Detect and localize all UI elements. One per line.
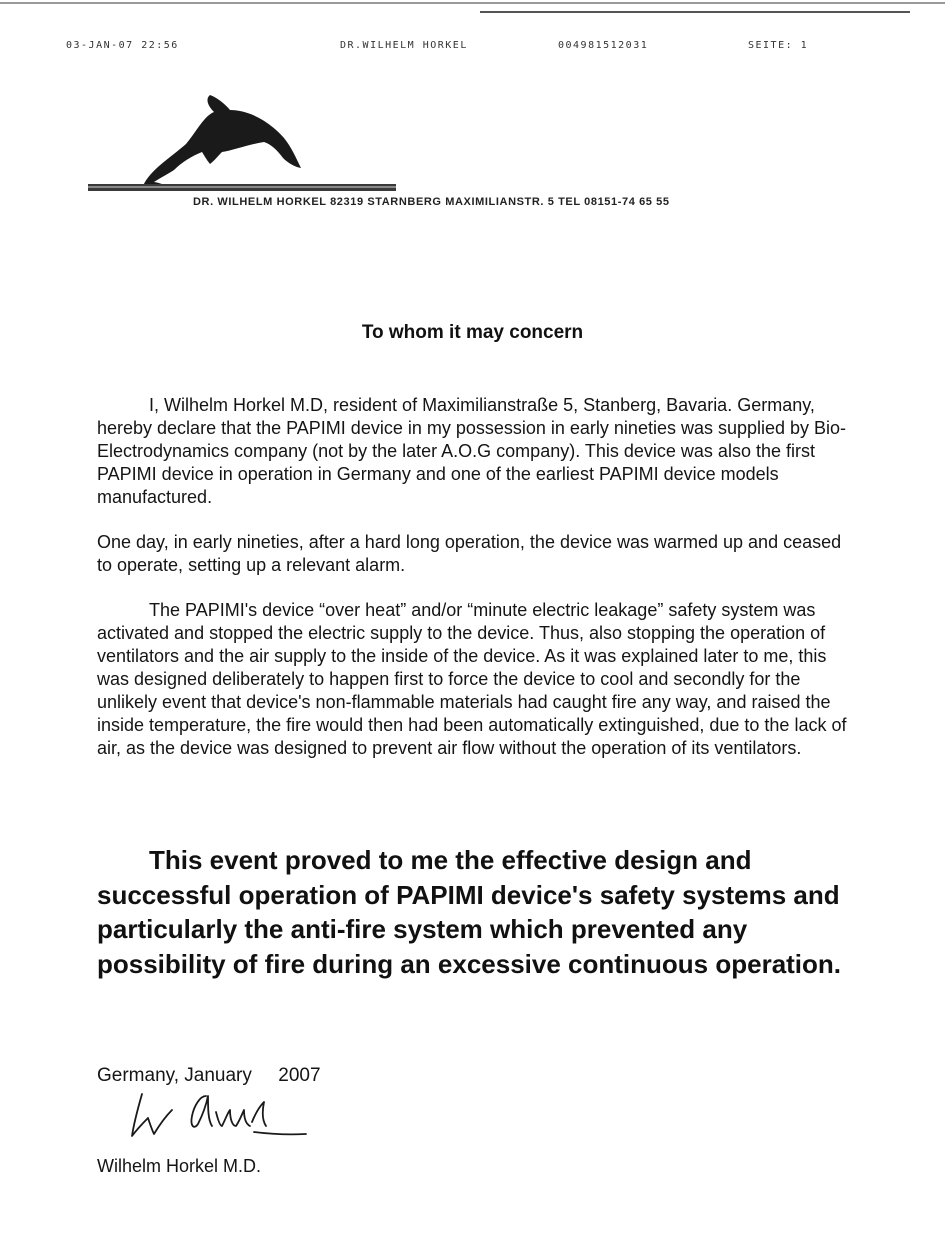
fax-top-rule [0,2,945,4]
letter-paragraph-incident: One day, in early nineties, after a hard long operation, the device was warmed up and ceased to operate, setting up a relevant alarm. [97,532,842,575]
letter-paragraph-declaration: I, Wilhelm Horkel M.D, resident of Maximilianstraße 5, Stanberg, Bavaria. Germany, hereby declare that the PAPIMI device in my possession in early nineties was supplied by Bio-Electrodynamics company (not by the later A.O.G company). This device was also the first PAPIMI device in operation in Germany and one of the earliest PAPIMI device models manufactured. [97,395,847,507]
fax-top-rule-secondary [480,11,910,13]
letter-paragraph-safety-system: The PAPIMI's device “over heat” and/or “minute electric leakage” safety system was activated and stopped the electric supply to the device. Thus, also stopping the operation of ventilators and the air supply to the inside of the device. As it was explained later to me, this was designed deliberately to happen first to force the device to cool and secondly for the unlikely event that device's non-flammable materials had caught fire any way, and raised the inside temperature, the fire would then had been automatically extinguished, due to the lack of air, as the device was designed to prevent air flow without the operation of its ventilators. [97,600,847,758]
fax-transmission-header [0,40,945,56]
signatory-name: Wilhelm Horkel M.D. [97,1156,262,1176]
salutation-heading: To whom it may concern [361,322,584,343]
fax-page-number: SEITE: 1 [748,40,809,51]
handwritten-signature-icon [128,1082,318,1148]
dolphin-logo-icon [88,86,400,194]
fax-date: 03-JAN-07 22:56 [66,40,179,51]
place-and-date: Germany, January 2007 [97,1065,321,1086]
letterhead-address: DR. WILHELM HORKEL 82319 STARNBERG MAXIMILIANSTR. 5 TEL 08151-74 65 55 [193,196,670,208]
fax-number: 004981512031 [558,40,649,51]
letter-conclusion-statement: This event proved to me the effective design and successful operation of PAPIMI device's safety systems and particularly the anti-fire system which prevented any possibility of fire during an excessive continuous operation. [97,845,842,979]
fax-sender: DR.WILHELM HORKEL [340,40,468,51]
